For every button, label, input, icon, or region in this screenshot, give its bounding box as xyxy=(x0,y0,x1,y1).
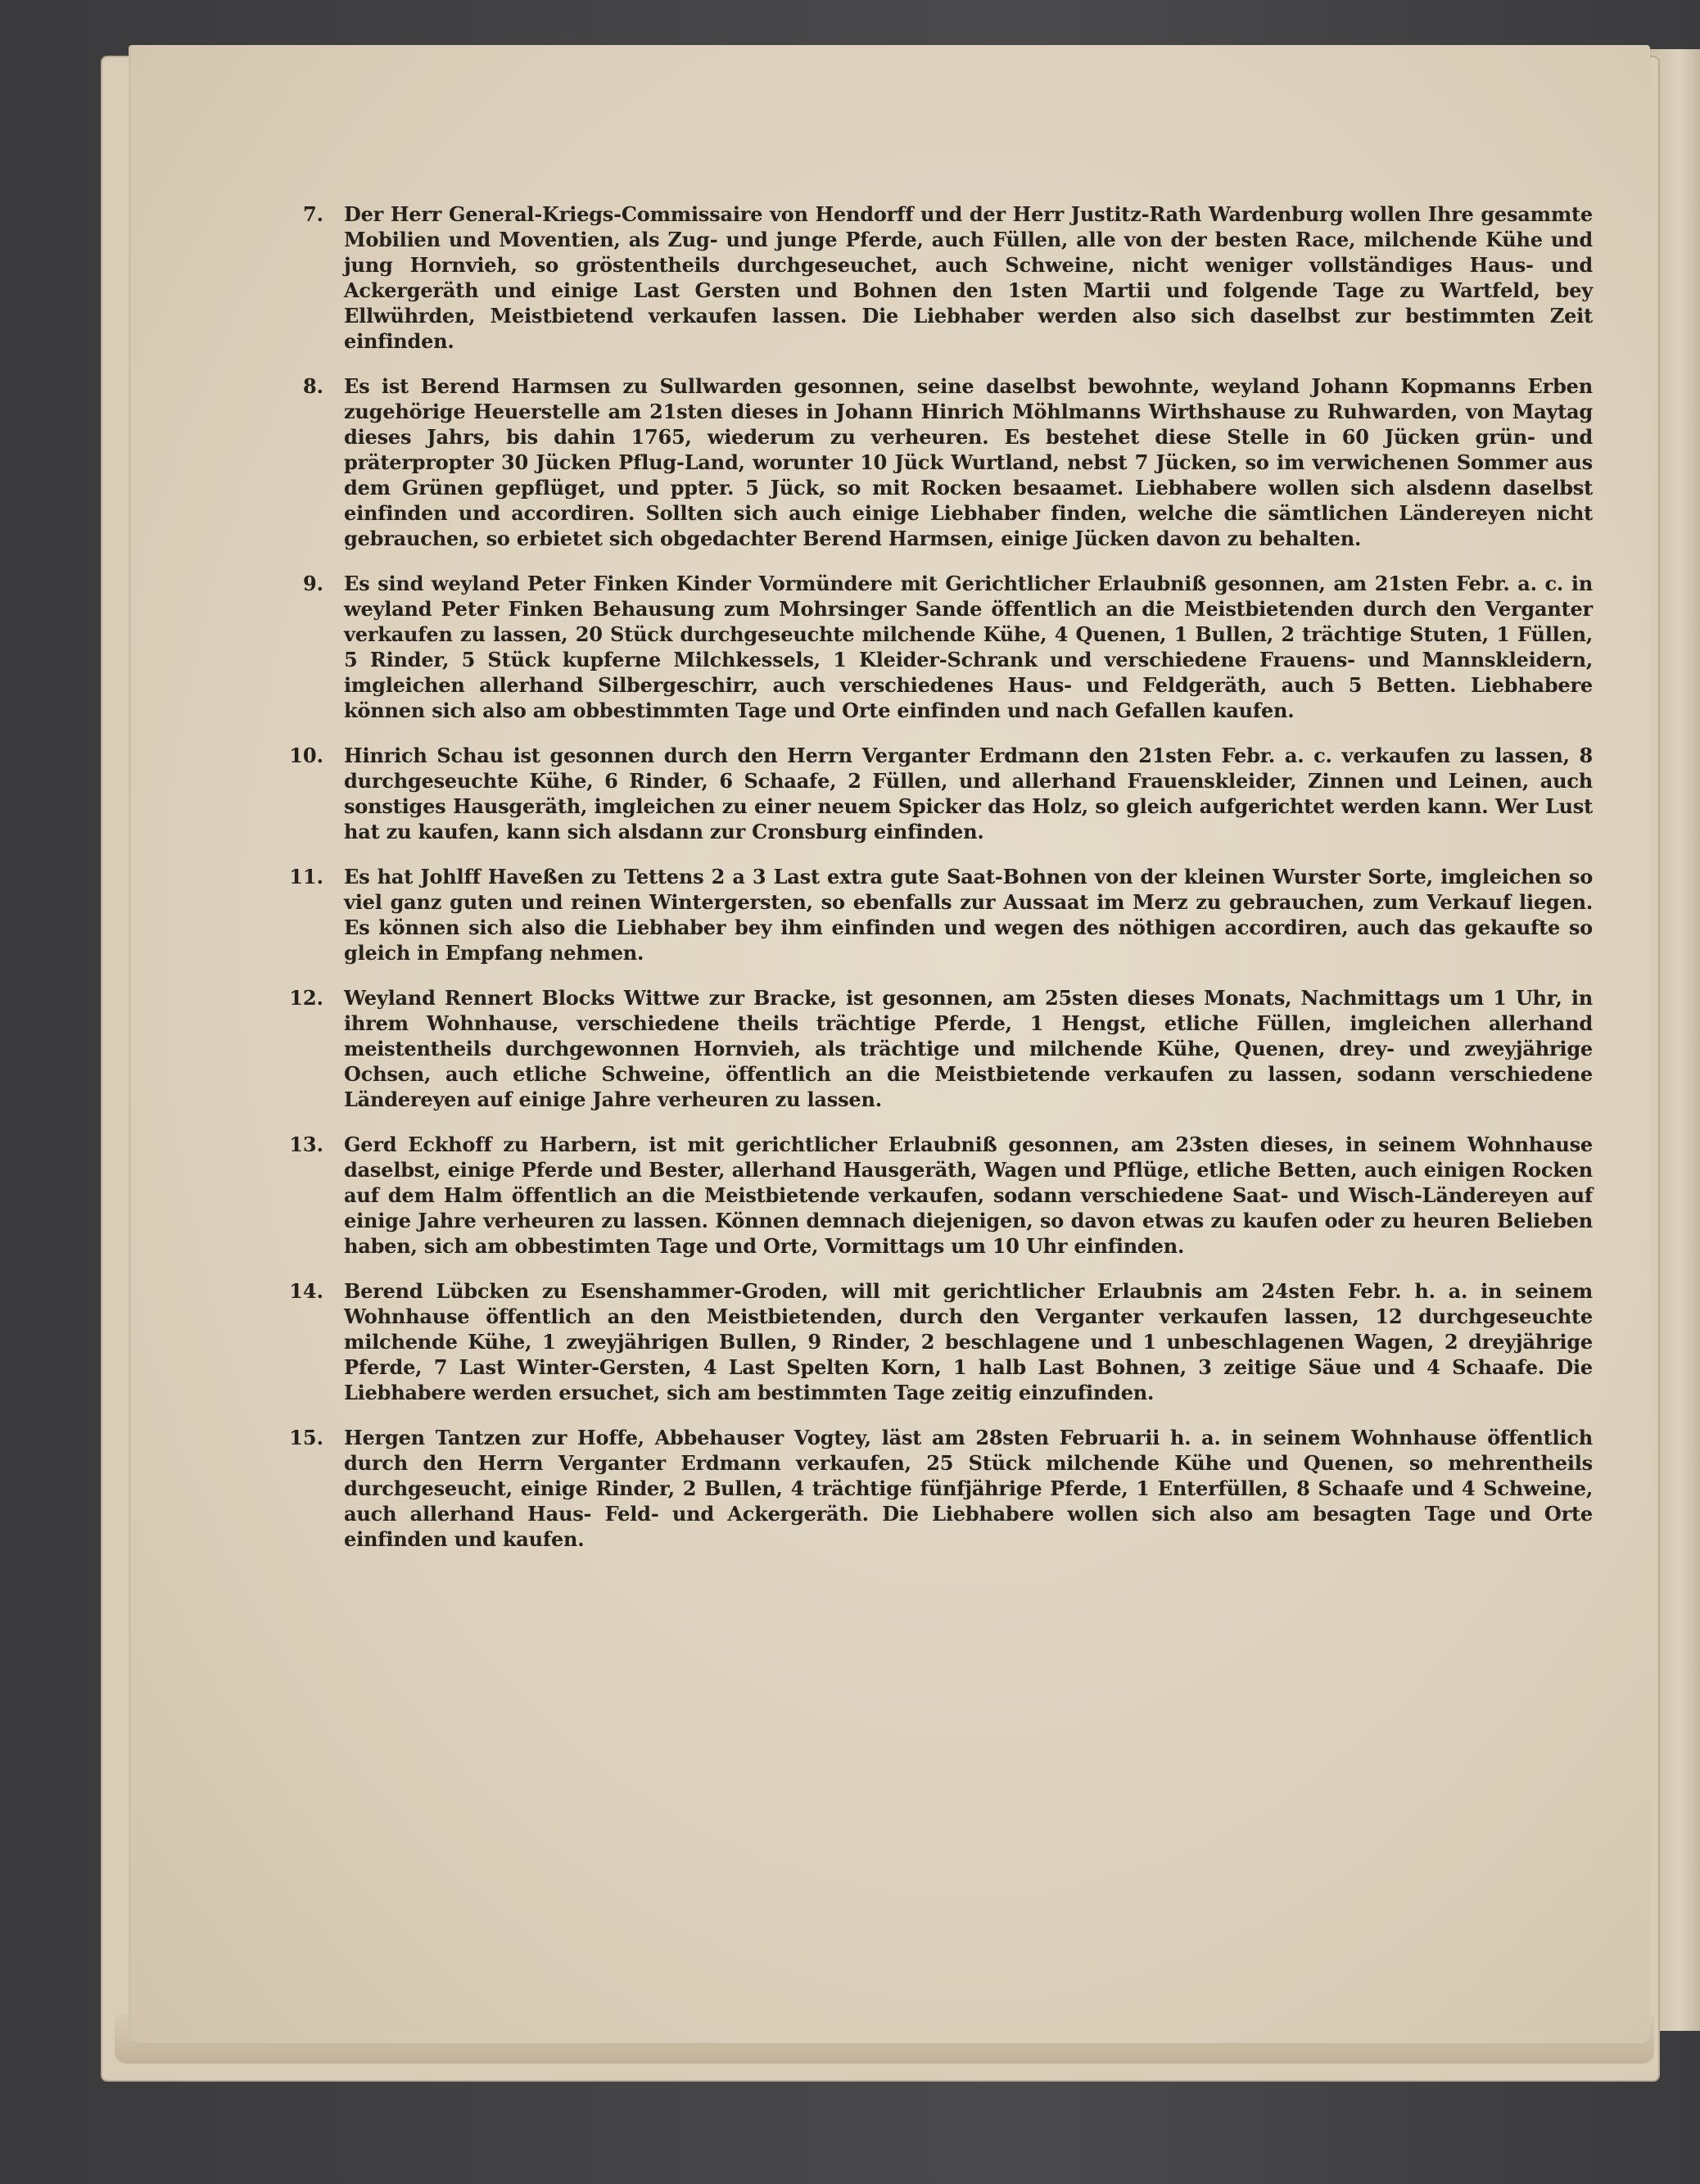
notice-text: Es ist Berend Harmsen zu Sullwarden gesonnen, seine daselbst bewohnte, weyland Johann Kopmanns Erben zugehörige Heuerstelle am 21sten dieses in Johann Hinrich Möhlmanns Wirthshause zu Ruhwarden, von Maytag dieses Jahrs, bis dahin 1765, wiederum zu verheuren. Es bestehet diese Stelle in 60 Jücken grün- und präterpropter 30 Jücken Pflug-Land, worunter 10 Jück Wurtland, nebst 7 Jücken, so im verwichenen Sommer aus dem Grünen gepflüget, und ppter. 5 Jück, so mit Rocken besaamet. Liebhabere wollen sich alsdenn daselbst einfinden und accordiren. Sollten sich auch einige Liebhaber finden, welche die sämtlichen Ländereyen nicht gebrauchen, so erbietet sich obgedachter Berend Harmsen, einige Jücken davon zu behalten. xyxy=(344,374,1593,550)
notice-number: 14. xyxy=(289,1279,323,1303)
notice-11 xyxy=(289,864,1593,965)
notice-text: Weyland Rennert Blocks Wittwe zur Bracke, ist gesonnen, am 25sten dieses Monats, Nachmittags um 1 Uhr, in ihrem Wohnhause, verschiedene theils trächtige Pferde, 1 Hengst, etliche Füllen, imgleichen allerhand meistentheils durchgewonnen Hornvieh, als trächtige und milchende Kühe, Quenen, drey- und zweyjährige Ochsen, auch etliche Schweine, öffentlich an die Meistbietende verkaufen zu lassen, sodann verschiedene Ländereyen auf einige Jahre verheuren zu lassen. xyxy=(344,986,1593,1111)
notice-text: Der Herr General-Kriegs-Commissaire von Hendorff und der Herr Justitz-Rath Wardenburg wollen Ihre gesammte Mobilien und Moventien, als Zug- und junge Pferde, auch Füllen, alle von der besten Race, milchende Kühe und jung Hornvieh, so gröstentheils durchgeseuchet, auch Schweine, nicht weniger vollständiges Haus- und Ackergeräth und einige Last Gersten und Bohnen den 1sten Martii und folgende Tage zu Wartfeld, bey Ellwührden, Meistbietend verkaufen lassen. Die Liebhaber werden also sich daselbst zur bestimmten Zeit einfinden. xyxy=(344,202,1593,353)
notice-7 xyxy=(302,201,1593,354)
notice-text: Gerd Eckhoff zu Harbern, ist mit gerichtlicher Erlaubniß gesonnen, am 23sten dieses, in seinem Wohnhause daselbst, einige Pferde und Bester, allerhand Hausgeräth, Wagen und Pflüge, etliche Betten, auch einigen Rocken auf dem Halm öffentlich an die Meistbietende verkaufen, sodann verschiedene Saat- und Wisch-Ländereyen auf einige Jahre verheuren zu lassen. Können demnach diejenigen, so davon etwas zu kaufen oder zu heuren Belieben haben, sich am obbestimten Tage und Orte, Vormittags um 10 Uhr einfinden. xyxy=(344,1133,1593,1258)
notice-number: 12. xyxy=(289,986,323,1010)
notices-column xyxy=(289,182,1593,1571)
notice-14 xyxy=(289,1278,1593,1405)
notice-text: Berend Lübcken zu Esenshammer-Groden, will mit gerichtlicher Erlaubnis am 24sten Febr. h. a. in seinem Wohnhause öffentlich an den Meistbietenden, durch den Verganter verkaufen lassen, 12 durchgeseuchte milchende Kühe, 1 zweyjährigen Bullen, 9 Rinder, 2 beschlagene und 1 unbeschlagenen Wagen, 2 dreyjährige Pferde, 7 Last Winter-Gersten, 4 Last Spelten Korn, 1 halb Last Bohnen, 3 zeitige Säue und 4 Schaafe. Die Liebhabere werden ersuchet, sich am bestimmten Tage zeitig einzufinden. xyxy=(344,1279,1593,1404)
notice-text: Es hat Johlff Haveßen zu Tettens 2 a 3 Last extra gute Saat-Bohnen von der kleinen Wurster Sorte, imgleichen so viel ganz guten und reinen Wintergersten, so ebenfalls zur Aussaat im Merz zu gebrauchen, zum Verkauf liegen. Es können sich also die Liebhaber bey ihm einfinden und wegen des nöthigen accordiren, auch das gekaufte so gleich in Empfang nehmen. xyxy=(344,865,1593,965)
notice-number: 7. xyxy=(302,202,323,226)
notice-number: 9. xyxy=(302,572,323,595)
notice-10 xyxy=(289,743,1593,844)
notice-8 xyxy=(302,373,1593,551)
notice-number: 11. xyxy=(289,865,323,889)
notice-12 xyxy=(289,985,1593,1112)
notice-number: 15. xyxy=(289,1426,323,1449)
notice-number: 13. xyxy=(289,1133,323,1156)
notice-text: Hinrich Schau ist gesonnen durch den Herrn Verganter Erdmann den 21sten Febr. a. c. verkaufen zu lassen, 8 durchgeseuchte Kühe, 6 Rinder, 6 Schaafe, 2 Füllen, und allerhand Frauenskleider, Zinnen und Leinen, auch sonstiges Hausgeräth, imgleichen zu einer neuem Spicker das Holz, so gleich aufgerichtet werden kann. Wer Lust hat zu kaufen, kann sich alsdann zur Cronsburg einfinden. xyxy=(344,744,1593,843)
notice-13 xyxy=(289,1132,1593,1259)
notice-text: Hergen Tantzen zur Hoffe, Abbehauser Vogtey, läst am 28sten Februarii h. a. in seinem Wohnhause öffentlich durch den Herrn Verganter Erdmann verkaufen, 25 Stück milchende Kühe und Quenen, so mehrentheils durchgeseucht, einige Rinder, 2 Bullen, 4 trächtige fünfjährige Pferde, 1 Enterfüllen, 8 Schaafe und 4 Schweine, auch allerhand Haus- Feld- und Ackergeräth. Die Liebhabere wollen sich also am besagten Tage und Orte einfinden und kaufen. xyxy=(344,1426,1593,1551)
notice-text: Es sind weyland Peter Finken Kinder Vormündere mit Gerichtlicher Erlaubniß gesonnen, am 21sten Febr. a. c. in weyland Peter Finken Behausung zum Mohrsinger Sande öffentlich an die Meistbietenden durch den Verganter verkaufen zu lassen, 20 Stück durchgeseuchte milchende Kühe, 4 Quenen, 1 Bullen, 2 trächtige Stuten, 1 Füllen, 5 Rinder, 5 Stück kupferne Milchkessels, 1 Kleider-Schrank und verschiedene Frauens- und Mannskleidern, imgleichen allerhand Silbergeschirr, auch verschiedenes Haus- und Feldgeräth, auch 5 Betten. Liebhabere können sich also am obbestimmten Tage und Orte einfinden und nach Gefallen kaufen. xyxy=(344,572,1593,722)
notice-15 xyxy=(289,1425,1593,1552)
notice-number: 8. xyxy=(302,374,323,398)
notice-9 xyxy=(302,571,1593,723)
notice-number: 10. xyxy=(289,744,323,767)
